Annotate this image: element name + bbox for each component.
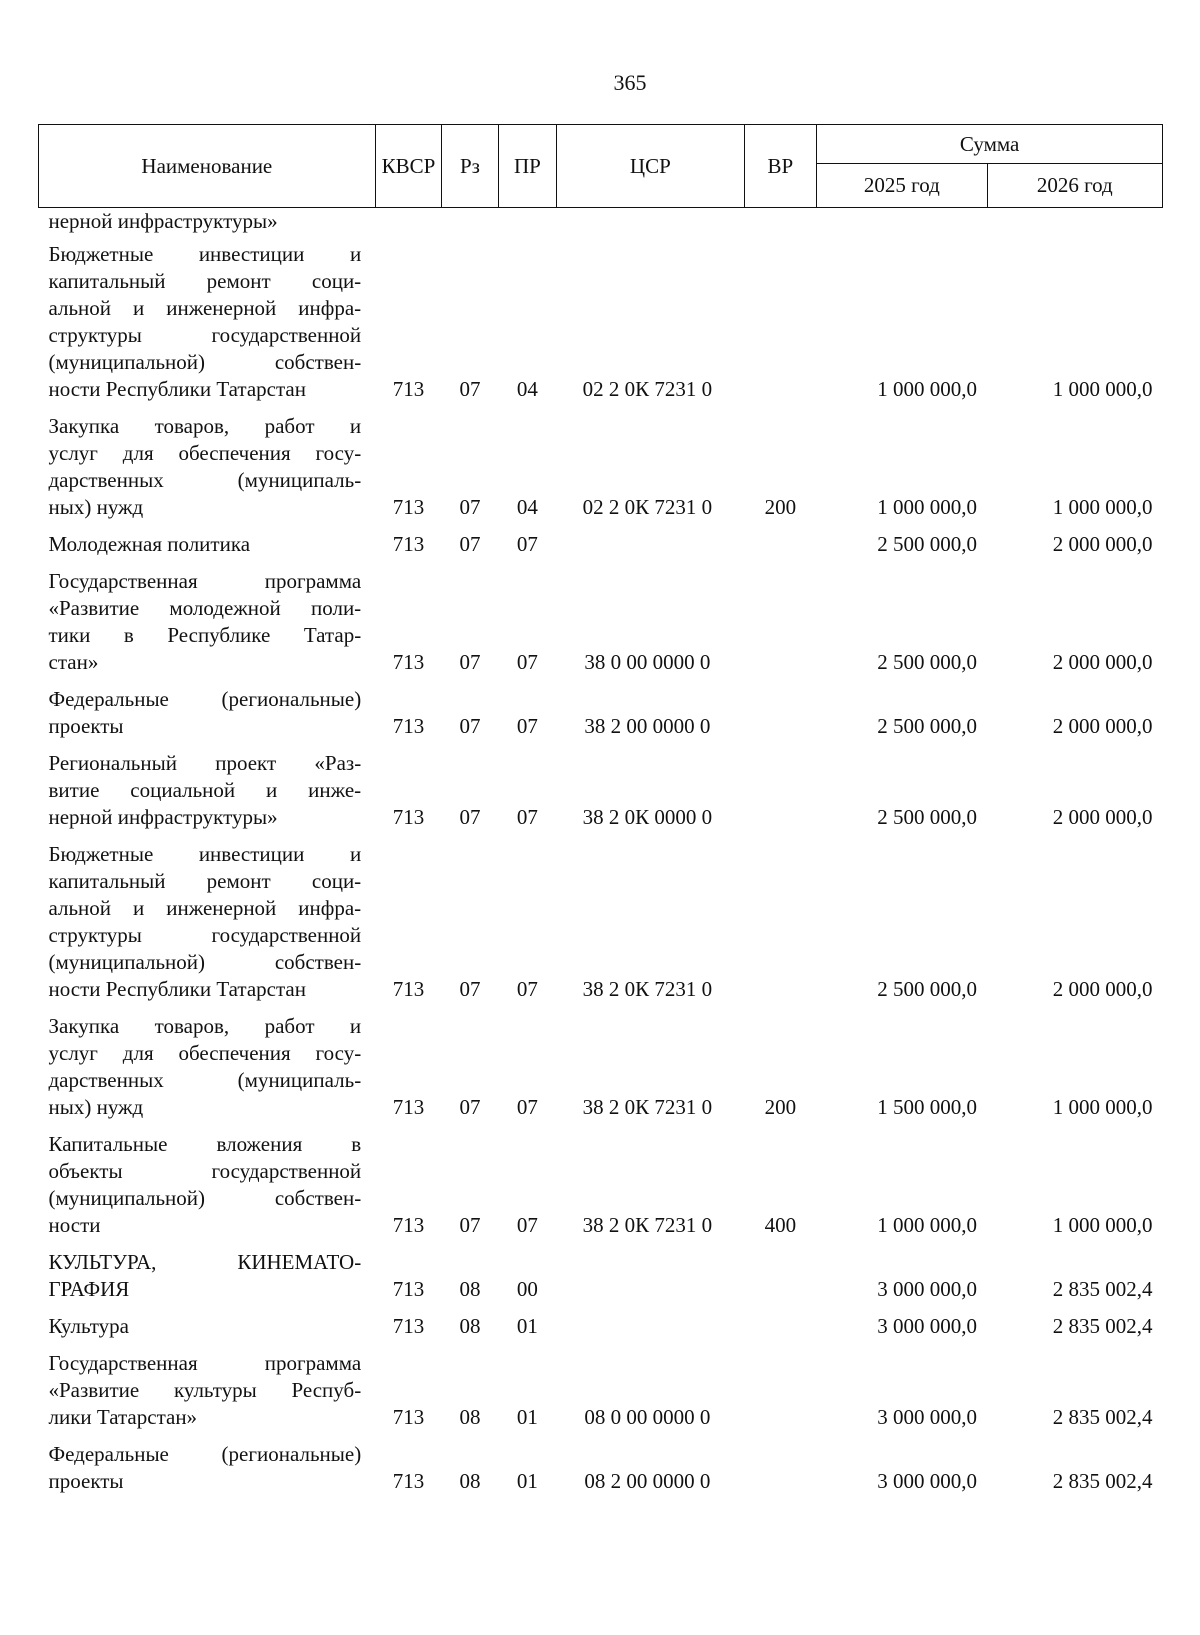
- table-row: [39, 1249, 1163, 1313]
- row-vr: [744, 1350, 817, 1441]
- row-sum-2025: 3 000 000,0: [877, 1314, 978, 1338]
- row-vr: [744, 841, 817, 1013]
- row-csr: 38 2 0К 7231 0: [582, 1095, 713, 1119]
- row-pr: 01: [516, 1469, 538, 1493]
- table-row: [39, 1313, 1163, 1350]
- row-name: [39, 1313, 376, 1350]
- row-sum-2025: 1 000 000,0: [877, 377, 978, 401]
- row-pr: 07: [516, 1213, 538, 1237]
- row-name: [39, 1441, 376, 1505]
- row-kvsr: 713: [392, 1405, 425, 1429]
- table-row: [39, 241, 1163, 413]
- row-vr: [744, 686, 817, 750]
- row-sum-2025: 3 000 000,0: [877, 1277, 978, 1301]
- row-pr: 07: [516, 714, 538, 738]
- row-vr: [744, 1249, 817, 1313]
- table-header: [39, 125, 1163, 208]
- row-sum-2025: 1 000 000,0: [877, 1213, 978, 1237]
- row-rz: 08: [459, 1405, 481, 1429]
- row-rz: 08: [459, 1314, 481, 1338]
- row-name-line: проекты: [48, 714, 124, 738]
- row-name-line: Региональный проект «Раз-: [48, 751, 362, 775]
- page-number: 365: [613, 70, 647, 95]
- row-rz: 07: [459, 977, 481, 1001]
- row-name-line: проекты: [48, 1469, 124, 1493]
- row-csr: [557, 1313, 745, 1350]
- row-name-line: услуг для обеспечения госу-: [48, 1041, 362, 1065]
- header-csr: ЦСР: [557, 125, 745, 208]
- table-row: [39, 568, 1163, 686]
- row-rz: 08: [459, 1469, 481, 1493]
- row-vr: [744, 531, 817, 568]
- row-name: [39, 208, 376, 242]
- row-kvsr: 713: [392, 977, 425, 1001]
- row-rz: 07: [459, 650, 481, 674]
- row-csr: 38 2 0К 0000 0: [582, 805, 713, 829]
- row-pr: 00: [516, 1277, 538, 1301]
- row-name-line: (муниципальной) собствен-: [48, 950, 362, 974]
- row-name-line: витие социальной и инже-: [48, 778, 362, 802]
- row-pr: 07: [516, 532, 538, 556]
- row-sum-2025: 1 000 000,0: [877, 495, 978, 519]
- row-name-line: альной и инженерной инфра-: [48, 296, 362, 320]
- row-name: [39, 750, 376, 841]
- row-csr: [557, 208, 745, 242]
- row-vr: [744, 568, 817, 686]
- row-name-line: стан»: [48, 650, 99, 674]
- row-pr: 07: [516, 1095, 538, 1119]
- row-sum-2026: 2 000 000,0: [1052, 977, 1153, 1001]
- row-name-line: объекты государственной: [48, 1159, 362, 1183]
- row-name-line: КУЛЬТУРА, КИНЕМАТО-: [48, 1250, 362, 1274]
- row-sum-2026: 2 000 000,0: [1052, 532, 1153, 556]
- row-kvsr: 713: [392, 714, 425, 738]
- table-row: [39, 1013, 1163, 1131]
- row-kvsr: 713: [392, 495, 425, 519]
- row-kvsr: 713: [392, 1314, 425, 1338]
- row-name-line: (муниципальной) собствен-: [48, 1186, 362, 1210]
- row-name: [39, 841, 376, 1013]
- row-sum-2025: 2 500 000,0: [877, 650, 978, 674]
- row-vr: 200: [764, 1095, 797, 1119]
- row-sum-2026: 2 000 000,0: [1052, 714, 1153, 738]
- row-pr: 04: [516, 495, 538, 519]
- row-rz: 08: [459, 1277, 481, 1301]
- row-kvsr: 713: [392, 650, 425, 674]
- row-pr: 04: [516, 377, 538, 401]
- row-name-line: нерной инфраструктуры»: [48, 805, 278, 829]
- table-row: [39, 413, 1163, 531]
- row-sum-2025: 3 000 000,0: [877, 1469, 978, 1493]
- row-vr: [744, 208, 817, 242]
- row-name-line: ности Республики Татарстан: [48, 377, 306, 401]
- row-name-line: Федеральные (региональные): [48, 1442, 362, 1466]
- row-vr: 200: [764, 495, 797, 519]
- header-vr: ВР: [744, 125, 817, 208]
- row-name-line: Культура: [48, 1314, 129, 1338]
- row-csr: 02 2 0К 7231 0: [582, 495, 713, 519]
- row-sum-2025: 2 500 000,0: [877, 977, 978, 1001]
- row-sum-2025: 3 000 000,0: [877, 1405, 978, 1429]
- row-rz: [442, 208, 498, 242]
- row-sum-2026: 2 835 002,4: [1052, 1405, 1153, 1429]
- row-rz: 07: [459, 805, 481, 829]
- header-name: Наименование: [39, 125, 376, 208]
- row-name-line: капитальный ремонт соци-: [48, 869, 362, 893]
- row-name-line: Государственная программа: [48, 569, 362, 593]
- table-row: [39, 1350, 1163, 1441]
- row-vr: [744, 750, 817, 841]
- row-csr: 08 2 00 0000 0: [584, 1469, 711, 1493]
- table-row: [39, 750, 1163, 841]
- table-row: [39, 531, 1163, 568]
- row-sum-2026: 2 835 002,4: [1052, 1277, 1153, 1301]
- row-name-line: Государственная программа: [48, 1351, 362, 1375]
- row-name: [39, 531, 376, 568]
- row-sum-2025: 2 500 000,0: [877, 714, 978, 738]
- row-pr: 07: [516, 805, 538, 829]
- table-row: [39, 841, 1163, 1013]
- row-name-line: ных) нужд: [48, 1095, 144, 1119]
- row-vr: [744, 1441, 817, 1505]
- row-name-line: лики Татарстан»: [48, 1405, 198, 1429]
- row-sum-2026: 2 835 002,4: [1052, 1314, 1153, 1338]
- row-sum-2026: 2 835 002,4: [1052, 1469, 1153, 1493]
- row-csr: 38 0 00 0000 0: [584, 650, 711, 674]
- table-row: [39, 686, 1163, 750]
- row-kvsr: 713: [392, 1277, 425, 1301]
- row-csr: 38 2 0К 7231 0: [582, 1213, 713, 1237]
- row-name-line: «Развитие молодежной поли-: [48, 596, 362, 620]
- row-rz: 07: [459, 1213, 481, 1237]
- row-name: [39, 413, 376, 531]
- row-name-line: структуры государственной: [48, 923, 362, 947]
- row-name-line: тики в Республике Татар-: [48, 623, 362, 647]
- budget-table: [38, 124, 1163, 1505]
- row-pr: 01: [516, 1314, 538, 1338]
- row-name-line: капитальный ремонт соци-: [48, 269, 362, 293]
- row-sum-2026: 1 000 000,0: [1052, 377, 1153, 401]
- row-csr: 38 2 00 0000 0: [584, 714, 711, 738]
- row-sum-2025: 2 500 000,0: [877, 805, 978, 829]
- row-name-line: Капитальные вложения в: [48, 1132, 362, 1156]
- row-name-line: Бюджетные инвестиции и: [48, 242, 362, 266]
- row-pr: 07: [516, 977, 538, 1001]
- row-kvsr: 713: [392, 1213, 425, 1237]
- row-name-line: «Развитие культуры Респуб-: [48, 1378, 362, 1402]
- row-name-line: дарственных (муниципаль-: [48, 468, 362, 492]
- row-sum-2026: 2 000 000,0: [1052, 805, 1153, 829]
- row-sum-2025: 2 500 000,0: [877, 532, 978, 556]
- row-name-line: структуры государственной: [48, 323, 362, 347]
- row-name: [39, 1131, 376, 1249]
- row-csr: 02 2 0К 7231 0: [582, 377, 713, 401]
- row-name: [39, 1350, 376, 1441]
- row-name-line: ных) нужд: [48, 495, 144, 519]
- row-kvsr: 713: [392, 377, 425, 401]
- row-rz: 07: [459, 495, 481, 519]
- row-sum-2026: [987, 208, 1162, 242]
- row-name-line: услуг для обеспечения госу-: [48, 441, 362, 465]
- row-rz: 07: [459, 1095, 481, 1119]
- row-csr: [557, 531, 745, 568]
- row-kvsr: 713: [392, 1469, 425, 1493]
- row-name: [39, 568, 376, 686]
- row-sum-2025: [817, 208, 987, 242]
- row-vr: 400: [764, 1213, 797, 1237]
- row-csr: 38 2 0К 7231 0: [582, 977, 713, 1001]
- row-vr: [744, 1313, 817, 1350]
- row-name-line: нерной инфраструктуры»: [48, 209, 278, 233]
- row-name-line: Закупка товаров, работ и: [48, 414, 362, 438]
- table-row: [39, 1441, 1163, 1505]
- row-rz: 07: [459, 532, 481, 556]
- header-kvsr: КВСР: [375, 125, 442, 208]
- row-kvsr: 713: [392, 1095, 425, 1119]
- row-name: [39, 686, 376, 750]
- header-year-2026: 2026 год: [987, 164, 1162, 208]
- row-sum-2025: 1 500 000,0: [877, 1095, 978, 1119]
- row-name-line: Закупка товаров, работ и: [48, 1014, 362, 1038]
- row-csr: 08 0 00 0000 0: [584, 1405, 711, 1429]
- row-csr: [557, 1249, 745, 1313]
- row-name-line: Бюджетные инвестиции и: [48, 842, 362, 866]
- row-pr: [498, 208, 556, 242]
- row-kvsr: 713: [392, 532, 425, 556]
- header-pr: ПР: [498, 125, 556, 208]
- row-name: [39, 1249, 376, 1313]
- row-sum-2026: 1 000 000,0: [1052, 1213, 1153, 1237]
- row-name-line: дарственных (муниципаль-: [48, 1068, 362, 1092]
- row-kvsr: 713: [392, 805, 425, 829]
- row-kvsr: [375, 208, 442, 242]
- row-sum-2026: 1 000 000,0: [1052, 495, 1153, 519]
- row-name: [39, 1013, 376, 1131]
- header-rz: Рз: [442, 125, 498, 208]
- table-row: [39, 1131, 1163, 1249]
- row-name-line: альной и инженерной инфра-: [48, 896, 362, 920]
- table-body: [39, 208, 1163, 1506]
- row-name-line: ГРАФИЯ: [48, 1277, 130, 1301]
- row-name-line: ности: [48, 1213, 101, 1237]
- row-vr: [744, 241, 817, 413]
- row-rz: 07: [459, 377, 481, 401]
- row-name-line: ности Республики Татарстан: [48, 977, 306, 1001]
- row-name-line: (муниципальной) собствен-: [48, 350, 362, 374]
- row-name-line: Федеральные (региональные): [48, 687, 362, 711]
- row-pr: 01: [516, 1405, 538, 1429]
- row-name-line: Молодежная политика: [48, 532, 251, 556]
- row-sum-2026: 2 000 000,0: [1052, 650, 1153, 674]
- row-sum-2026: 1 000 000,0: [1052, 1095, 1153, 1119]
- row-name: [39, 241, 376, 413]
- table-row: [39, 208, 1163, 242]
- row-pr: 07: [516, 650, 538, 674]
- header-sum: Сумма: [817, 125, 1163, 164]
- row-rz: 07: [459, 714, 481, 738]
- header-year-2025: 2025 год: [817, 164, 987, 208]
